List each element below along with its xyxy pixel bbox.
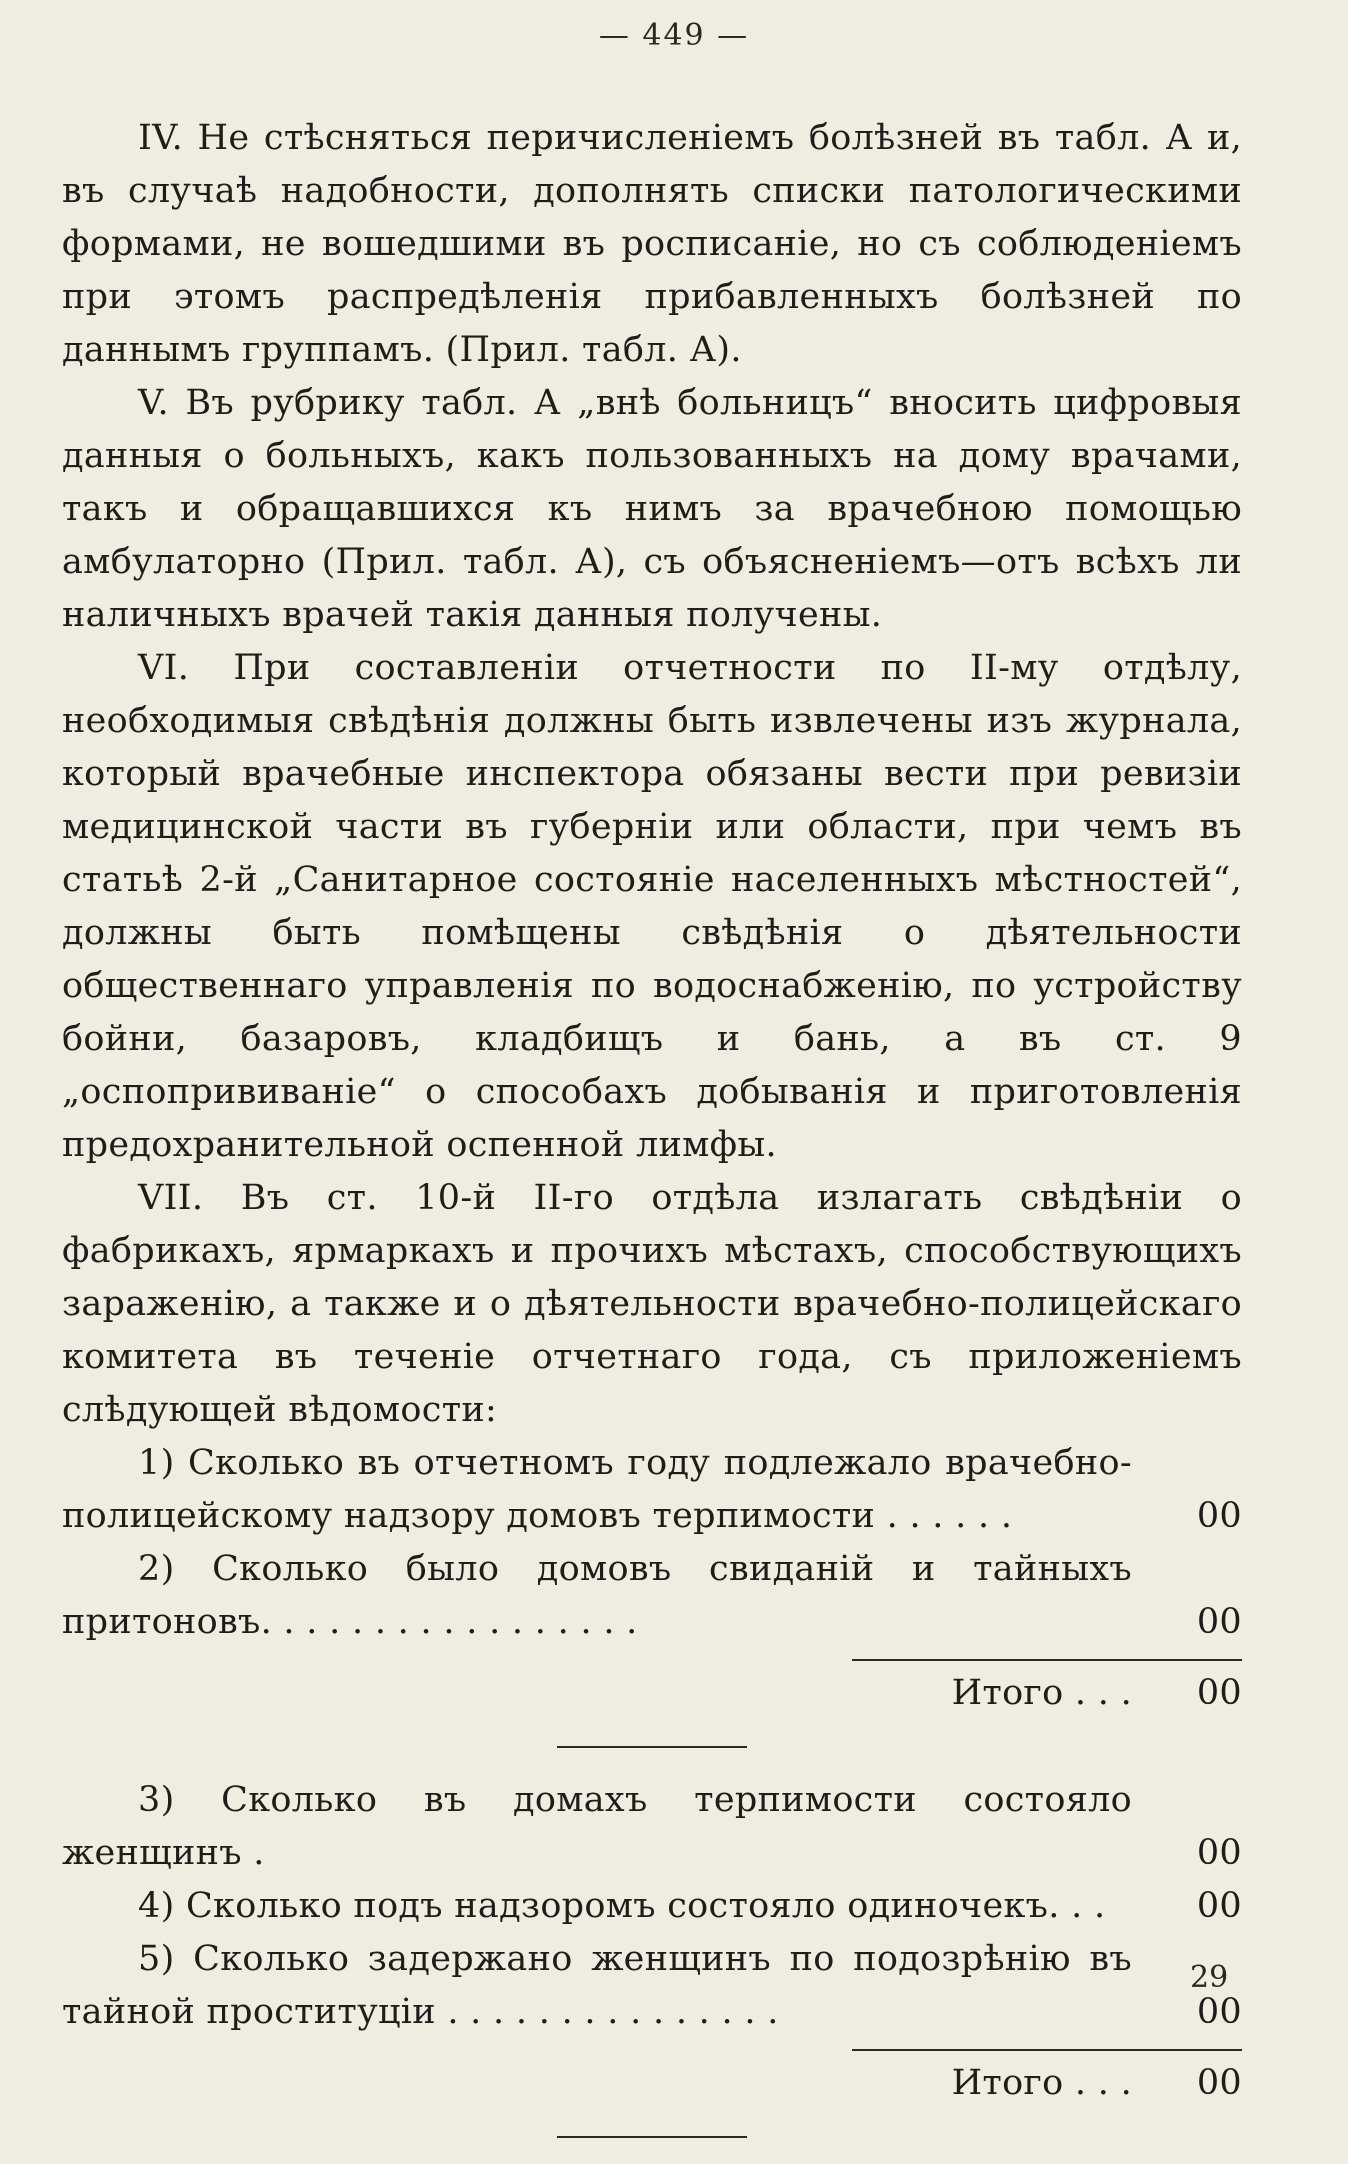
- section-divider: [557, 1746, 747, 1748]
- total-value: 00: [1196, 1673, 1242, 1713]
- list-item: [62, 1933, 1242, 2039]
- page-header: — 449 —: [598, 18, 750, 53]
- paragraph-vi: VI. При составленіи отчетности по II-му отдѣлу, необходимыя свѣдѣнія должны быть извлечены изъ журнала, который врачебные инспектора обязаны вести при ревизіи медицинской части въ губерніи или области, при чемъ въ статьѣ 2-й „Санитарное состояніе населенныхъ мѣстностей“, должны быть помѣщены свѣдѣнія о дѣятельности общественнаго управленія по водоснабженію, по устройству бойни, базаровъ, кладбищъ и бань, а въ ст. 9 „оспопрививаніе“ о способахъ добыванія и приготовленія предохранительной оспенной лимфы.: [62, 648, 1242, 1165]
- list-item: [62, 1774, 1242, 1880]
- list-item-text: 4) Сколько подъ надзоромъ состояло одиночекъ. . .: [138, 1886, 1106, 1926]
- list-item: [62, 1880, 1242, 1933]
- paragraph-iv: IV. Не стѣсняться перичисленіемъ болѣзней въ табл. А и, въ случаѣ надобности, дополнять списки патологическими формами, не вошедшими въ росписаніе, но съ соблюденіемъ при этомъ распредѣленія прибавленныхъ болѣзней по даннымъ группамъ. (Прил. табл. А).: [62, 118, 1242, 370]
- signature-mark: 29: [1190, 1960, 1229, 1995]
- page-body: [62, 112, 1242, 2164]
- total-label: Итого . . .: [951, 2063, 1132, 2103]
- list-item-text: 5) Сколько задержано женщинъ по подозрѣнію въ тайной проституціи . . . . . . . . . . . . . . .: [62, 1939, 1132, 2032]
- list-item-value: 00: [1196, 1886, 1242, 1926]
- list-item: [62, 1437, 1242, 1543]
- list-item-value: 00: [1196, 1833, 1242, 1873]
- list-item-text: 3) Сколько въ домахъ терпимости состояло женщинъ .: [62, 1780, 1132, 1873]
- total-row: [62, 1667, 1242, 1720]
- sum-rule: [852, 2049, 1242, 2051]
- list-item-text: 2) Сколько было домовъ свиданій и тайныхъ притоновъ. . . . . . . . . . . . . . . . .: [62, 1549, 1132, 1642]
- list-item-value: 00: [1196, 1602, 1242, 1642]
- sum-rule: [852, 1659, 1242, 1661]
- total-row: [62, 2057, 1242, 2110]
- list-item-value: 00: [1196, 1992, 1242, 2032]
- paragraph-v: V. Въ рубрику табл. А „внѣ больницъ“ вносить цифровыя данныя о больныхъ, какъ пользованныхъ на дому врачами, такъ и обращавшихся къ нимъ за врачебною помощью амбулаторно (Прил. табл. А), съ объясненіемъ—отъ всѣхъ ли наличныхъ врачей такія данныя получены.: [62, 383, 1242, 635]
- list-item-text: 1) Сколько въ отчетномъ году подлежало врачебно-полицейскому надзору домовъ терпимости . . . . . .: [62, 1443, 1132, 1536]
- total-label: Итого . . .: [951, 1673, 1132, 1713]
- list-item: [62, 1543, 1242, 1649]
- section-divider: [557, 2136, 747, 2138]
- paragraph-vii: VII. Въ ст. 10-й II-го отдѣла излагать свѣдѣніи о фабрикахъ, ярмаркахъ и прочихъ мѣстахъ, способствующихъ зараженію, а также и о дѣятельности врачебно-полицейскаго комитета въ теченіе отчетнаго года, съ приложеніемъ слѣдующей вѣдомости:: [62, 1178, 1242, 1430]
- total-value: 00: [1196, 2063, 1242, 2103]
- list-item-value: 00: [1196, 1496, 1242, 1536]
